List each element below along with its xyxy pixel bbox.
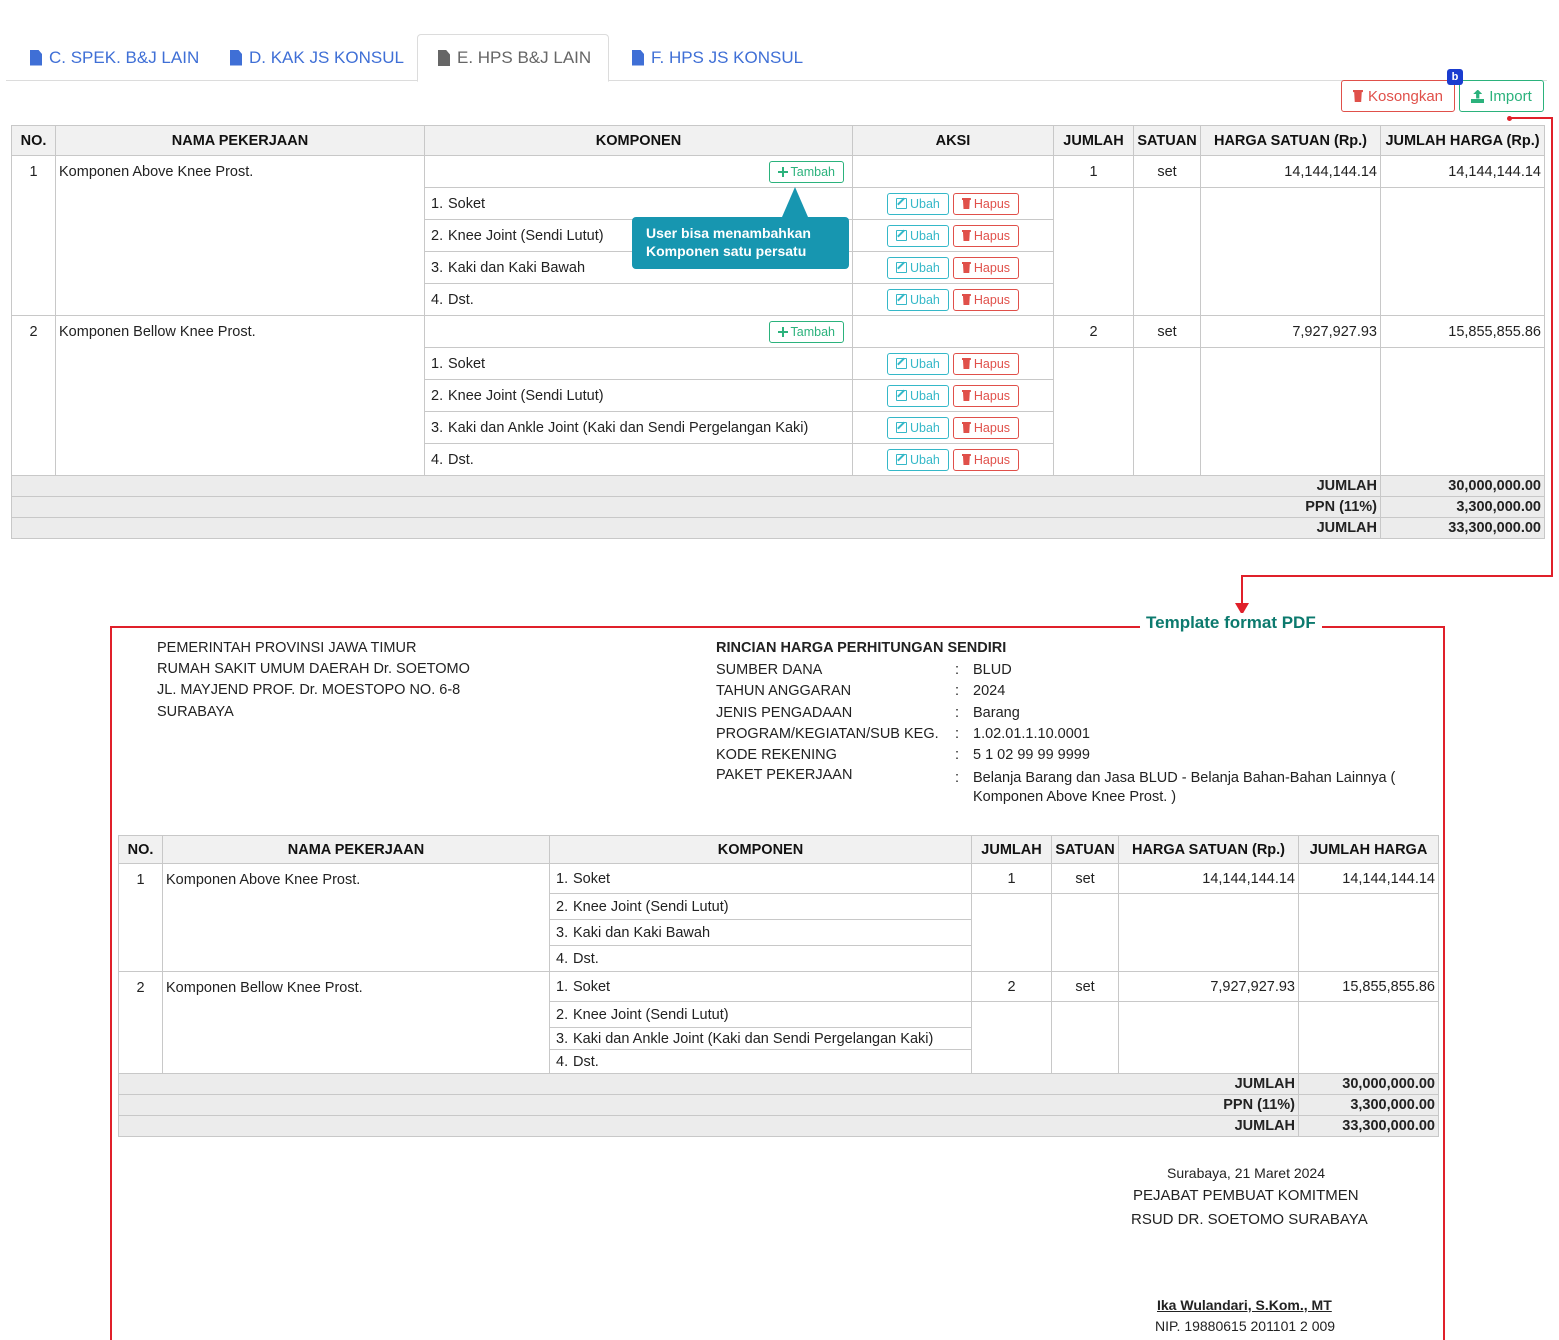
pdf-row-harga-satuan: 14,144,144.14: [1119, 864, 1299, 894]
header-komponen: KOMPONEN: [425, 126, 853, 156]
komponen-number: 1.: [556, 978, 569, 995]
pdf-footer-row: [119, 1116, 1439, 1137]
hapus-button[interactable]: [953, 289, 1019, 311]
pdf-header-satuan: SATUAN: [1052, 836, 1119, 864]
org-line: JL. MAYJEND PROF. Dr. MOESTOPO NO. 6-8: [157, 682, 461, 698]
trash-icon: [1353, 90, 1363, 102]
footer-value: 3,300,000.00: [1299, 1095, 1439, 1116]
connector-line: [1509, 117, 1553, 119]
tambah-button[interactable]: [769, 161, 844, 183]
komponen-number: 1.: [431, 195, 444, 212]
pdf-row-satuan: set: [1052, 864, 1119, 894]
pdf-row-nama: Komponen Above Knee Prost.: [163, 864, 550, 972]
connector-line: [1241, 575, 1553, 577]
trash-icon: [962, 358, 971, 369]
meta-value: 1.02.01.1.10.0001: [973, 726, 1090, 742]
footer-value: 33,300,000.00: [1299, 1116, 1439, 1137]
komponen-name: Knee Joint (Sendi Lutut): [573, 1006, 729, 1023]
komponen-number: 4.: [556, 1053, 569, 1070]
file-icon: [230, 50, 242, 66]
edit-icon: [896, 198, 907, 209]
hapus-label: Hapus: [973, 228, 1011, 243]
row-jumlah: 1: [1054, 156, 1134, 188]
footer-value: 3,300,000.00: [1381, 497, 1545, 518]
table-row: [12, 156, 1545, 188]
org-line: SURABAYA: [157, 704, 234, 720]
meta-value: Komponen Above Knee Prost. ): [973, 789, 1177, 805]
footer-value: 30,000,000.00: [1381, 476, 1545, 497]
meta-colon: :: [955, 747, 960, 763]
komponen-number: 3.: [431, 419, 444, 436]
edit-icon: [896, 422, 907, 433]
trash-icon: [962, 262, 971, 273]
meta-key: PAKET PEKERJAAN: [716, 767, 853, 783]
tambah-label: Tambah: [790, 164, 835, 179]
tambah-button[interactable]: [769, 321, 844, 343]
signature-nip: NIP. 19880615 201101 2 009: [1155, 1318, 1336, 1334]
pdf-row-harga-satuan: 7,927,927.93: [1119, 972, 1299, 1002]
meta-colon: :: [955, 705, 960, 721]
hapus-button[interactable]: [953, 385, 1019, 407]
meta-key: KODE REKENING: [716, 747, 837, 763]
pdf-table-row: [119, 864, 1439, 894]
signature-role: PEJABAT PEMBUAT KOMITMEN: [1133, 1187, 1359, 1204]
pdf-header-no: NO.: [119, 836, 163, 864]
komponen-number: 4.: [431, 291, 444, 308]
pdf-row-jumlah: 1: [972, 864, 1052, 894]
tab-kak-js-konsul[interactable]: [220, 34, 414, 81]
pdf-header-jumlah: JUMLAH: [972, 836, 1052, 864]
ubah-label: Ubah: [909, 420, 940, 435]
komponen-name: Knee Joint (Sendi Lutut): [448, 227, 604, 244]
kosongkan-button[interactable]: [1341, 80, 1455, 112]
ubah-button[interactable]: [887, 385, 949, 407]
komponen-name: Knee Joint (Sendi Lutut): [573, 898, 729, 915]
ubah-label: Ubah: [909, 452, 940, 467]
ubah-button[interactable]: [887, 289, 949, 311]
edit-icon: [896, 390, 907, 401]
komponen-name: Dst.: [573, 950, 599, 967]
komponen-number: 4.: [556, 950, 569, 967]
komponen-name: Soket: [573, 870, 611, 887]
meta-key: JENIS PENGADAAN: [716, 705, 853, 721]
ubah-button[interactable]: [887, 417, 949, 439]
file-icon: [30, 50, 42, 66]
edit-icon: [896, 230, 907, 241]
hapus-button[interactable]: [953, 193, 1019, 215]
header-jumlah-harga: JUMLAH HARGA (Rp.): [1381, 126, 1545, 156]
meta-colon: :: [955, 770, 960, 786]
footer-value: 33,300,000.00: [1381, 518, 1545, 539]
meta-value: 5 1 02 99 99 9999: [973, 747, 1090, 763]
pdf-row-satuan: set: [1052, 972, 1119, 1002]
meta-key: PROGRAM/KEGIATAN/SUB KEG.: [716, 726, 939, 742]
footer-row: [12, 476, 1545, 497]
tab-hps-bj-lain[interactable]: [417, 34, 609, 82]
row-nama: Komponen Bellow Knee Prost.: [56, 316, 425, 476]
row-jumlah-harga: 15,855,855.86: [1381, 316, 1545, 348]
connector-line: [1551, 117, 1553, 577]
doc-title: RINCIAN HARGA PERHITUNGAN SENDIRI: [716, 640, 1007, 656]
meta-colon: :: [955, 726, 960, 742]
pdf-header-harga-satuan: HARGA SATUAN (Rp.): [1119, 836, 1299, 864]
pdf-row-jumlah-harga: 14,144,144.14: [1299, 864, 1439, 894]
org-line: PEMERINTAH PROVINSI JAWA TIMUR: [157, 640, 417, 656]
pdf-table-header: [119, 836, 1439, 864]
trash-icon: [962, 390, 971, 401]
pdf-header-komponen: KOMPONEN: [550, 836, 972, 864]
meta-value: Belanja Barang dan Jasa BLUD - Belanja Bahan-Bahan Lainnya (: [973, 770, 1396, 786]
footer-label: JUMLAH: [119, 1074, 1299, 1095]
signature-place-date: Surabaya, 21 Maret 2024: [1167, 1165, 1325, 1181]
tab-spek-bj-lain[interactable]: [20, 34, 209, 81]
row-satuan: set: [1134, 316, 1201, 348]
komponen-name: Kaki dan Ankle Joint (Kaki dan Sendi Pergelangan Kaki): [573, 1030, 934, 1047]
connector-line: [1241, 575, 1243, 605]
ubah-label: Ubah: [909, 228, 940, 243]
meta-colon: :: [955, 662, 960, 678]
file-icon: [632, 50, 644, 66]
komponen-name: Soket: [448, 355, 486, 372]
edit-icon: [896, 358, 907, 369]
ubah-button[interactable]: [887, 225, 949, 247]
row-harga-satuan: 14,144,144.14: [1201, 156, 1381, 188]
hapus-button[interactable]: [953, 225, 1019, 247]
tab-hps-js-konsul[interactable]: [622, 34, 813, 81]
table-header: [12, 126, 1545, 156]
hapus-label: Hapus: [973, 388, 1011, 403]
pdf-row-no: 2: [119, 972, 163, 1074]
ubah-label: Ubah: [909, 292, 940, 307]
tab-label: D. KAK JS KONSUL: [249, 47, 404, 67]
footer-row: [12, 497, 1545, 518]
pdf-row-nama: Komponen Bellow Knee Prost.: [163, 972, 550, 1074]
hapus-button[interactable]: [953, 353, 1019, 375]
tab-label: E. HPS B&J LAIN: [457, 48, 592, 67]
komponen-name: Knee Joint (Sendi Lutut): [448, 387, 604, 404]
ubah-label: Ubah: [909, 356, 940, 371]
trash-icon: [962, 454, 971, 465]
komponen-number: 2.: [556, 1006, 569, 1023]
ubah-button[interactable]: [887, 353, 949, 375]
tab-bar: [6, 34, 1547, 81]
kosongkan-label: Kosongkan: [1367, 87, 1444, 105]
signature-name: Ika Wulandari, S.Kom., MT: [1157, 1297, 1332, 1313]
meta-colon: :: [955, 683, 960, 699]
row-satuan: set: [1134, 156, 1201, 188]
komponen-number: 2.: [431, 387, 444, 404]
plus-icon: [778, 167, 788, 177]
tab-label: F. HPS JS KONSUL: [651, 47, 804, 67]
komponen-number: 2.: [431, 227, 444, 244]
pdf-table: [118, 835, 1439, 1137]
hapus-button[interactable]: [953, 417, 1019, 439]
hapus-label: Hapus: [973, 356, 1011, 371]
komponen-name: Kaki dan Ankle Joint (Kaki dan Sendi Pergelangan Kaki): [448, 419, 809, 436]
komponen-name: Soket: [448, 195, 486, 212]
header-aksi: AKSI: [853, 126, 1054, 156]
trash-icon: [962, 294, 971, 305]
komponen-name: Kaki dan Kaki Bawah: [448, 259, 586, 276]
trash-icon: [962, 422, 971, 433]
edit-icon: [896, 262, 907, 273]
signature-unit: RSUD DR. SOETOMO SURABAYA: [1131, 1211, 1368, 1228]
meta-value: BLUD: [973, 662, 1012, 678]
komponen-number: 4.: [431, 451, 444, 468]
komponen-number: 1.: [431, 355, 444, 372]
header-satuan: SATUAN: [1134, 126, 1201, 156]
ubah-label: Ubah: [909, 260, 940, 275]
hapus-button[interactable]: [953, 449, 1019, 471]
pdf-footer-row: [119, 1074, 1439, 1095]
komponen-number: 3.: [556, 1030, 569, 1047]
komponen-name: Dst.: [573, 1053, 599, 1070]
footer-label: JUMLAH: [119, 1116, 1299, 1137]
ubah-button[interactable]: [887, 257, 949, 279]
hps-table: [11, 125, 1545, 539]
komponen-number: 1.: [556, 870, 569, 887]
tooltip-line: Komponen satu persatu: [646, 243, 807, 259]
komponen-name: Soket: [573, 978, 611, 995]
footer-label: JUMLAH: [12, 476, 1381, 497]
org-line: RUMAH SAKIT UMUM DAERAH Dr. SOETOMO: [157, 661, 470, 677]
pdf-header-jumlah-harga: JUMLAH HARGA: [1299, 836, 1439, 864]
meta-key: SUMBER DANA: [716, 662, 823, 678]
komponen-name: Kaki dan Kaki Bawah: [573, 924, 711, 941]
meta-key: TAHUN ANGGARAN: [716, 683, 852, 699]
tooltip-line: User bisa menambahkan: [646, 225, 811, 241]
komponen-number: 2.: [556, 898, 569, 915]
komponen-name: Dst.: [448, 451, 474, 468]
header-nama-pekerjaan: NAMA PEKERJAAN: [56, 126, 425, 156]
row-no: 2: [12, 316, 56, 476]
trash-icon: [962, 198, 971, 209]
pdf-row-jumlah-harga: 15,855,855.86: [1299, 972, 1439, 1002]
header-harga-satuan: HARGA SATUAN (Rp.): [1201, 126, 1381, 156]
ubah-label: Ubah: [909, 196, 940, 211]
row-nama: Komponen Above Knee Prost.: [56, 156, 425, 316]
hapus-label: Hapus: [973, 292, 1011, 307]
footer-label: JUMLAH: [12, 518, 1381, 539]
row-jumlah: 2: [1054, 316, 1134, 348]
pdf-footer-row: [119, 1095, 1439, 1116]
hapus-label: Hapus: [973, 196, 1011, 211]
footer-label: PPN (11%): [119, 1095, 1299, 1116]
footer-row: [12, 518, 1545, 539]
hapus-button[interactable]: [953, 257, 1019, 279]
meta-value: Barang: [973, 705, 1020, 721]
pdf-template-label: Template format PDF: [1140, 613, 1322, 633]
ubah-label: Ubah: [909, 388, 940, 403]
footer-label: PPN (11%): [12, 497, 1381, 518]
file-icon: [438, 50, 450, 66]
tab-label: C. SPEK. B&J LAIN: [49, 47, 200, 67]
hapus-label: Hapus: [973, 452, 1011, 467]
ubah-button[interactable]: [887, 193, 949, 215]
hapus-label: Hapus: [973, 420, 1011, 435]
hapus-label: Hapus: [973, 260, 1011, 275]
komponen-number: 3.: [556, 924, 569, 941]
tooltip: [632, 217, 849, 269]
row-harga-satuan: 7,927,927.93: [1201, 316, 1381, 348]
meta-value: 2024: [973, 683, 1006, 699]
pdf-header-nama: NAMA PEKERJAAN: [163, 836, 550, 864]
footer-value: 30,000,000.00: [1299, 1074, 1439, 1095]
pdf-table-row: [119, 972, 1439, 1002]
annotation-badge: b: [1447, 69, 1463, 85]
import-button[interactable]: [1459, 80, 1544, 112]
plus-icon: [778, 327, 788, 337]
table-row: [12, 316, 1545, 348]
trash-icon: [962, 230, 971, 241]
header-jumlah: JUMLAH: [1054, 126, 1134, 156]
pdf-row-no: 1: [119, 864, 163, 972]
row-jumlah-harga: 14,144,144.14: [1381, 156, 1545, 188]
edit-icon: [896, 294, 907, 305]
ubah-button[interactable]: [887, 449, 949, 471]
tambah-label: Tambah: [790, 324, 835, 339]
pdf-row-jumlah: 2: [972, 972, 1052, 1002]
edit-icon: [896, 454, 907, 465]
header-no: NO.: [12, 126, 56, 156]
import-label: Import: [1489, 87, 1532, 105]
komponen-name: Dst.: [448, 291, 474, 308]
upload-icon: [1471, 90, 1484, 103]
komponen-number: 3.: [431, 259, 444, 276]
row-no: 1: [12, 156, 56, 316]
